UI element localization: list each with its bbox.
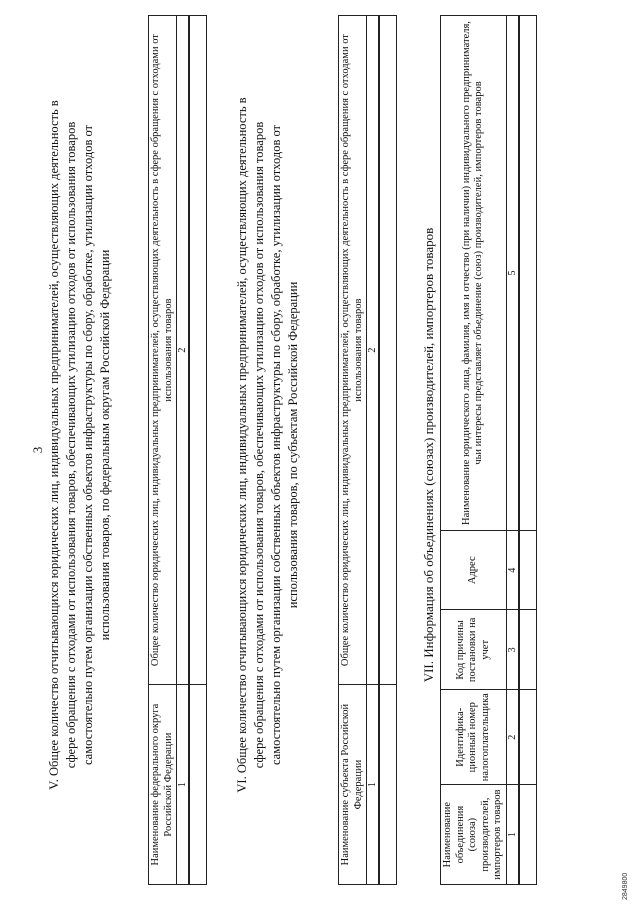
section-5-empty-cell (189, 685, 207, 885)
section-5-table (148, 15, 207, 885)
section-6-colnum-2: 2 (367, 16, 380, 685)
section-7-header-kpp: Код причины постановки на учет (441, 610, 507, 690)
section-7-colnum-4: 4 (506, 531, 519, 610)
section-6-table (338, 15, 397, 885)
section-7-colnum-2: 2 (506, 690, 519, 785)
section-6-empty-cell (379, 16, 397, 685)
section-7-empty-cell (519, 531, 537, 610)
section-6-colnum-1: 1 (367, 685, 380, 885)
section-7-header-inn: Идентифика-ционный номер налогоплательщика (441, 690, 507, 785)
section-6-header-count: Общее количество юридических лиц, индивидуальных предпринимателей, осуществляющих деятельность в сфере обращения с отходами от использования товаров (339, 16, 367, 685)
footer-code: 2849800 (622, 872, 629, 900)
section-6-header-subject: Наименование субъекта Российской Федерации (339, 685, 367, 885)
section-7-empty-cell (519, 610, 537, 690)
section-5-header-count: Общее количество юридических лиц, индивидуальных предпринимателей, осуществляющих деятельность в сфере обращения с отходами от использования товаров (149, 16, 177, 685)
section-7-header-association: Наименование объединения (союза) производителей, импортеров товаров (441, 785, 507, 885)
section-7-colnum-1: 1 (506, 785, 519, 885)
section-7-title: VII. Информация об объединениях (союзах) производителей, импортеров товаров (421, 227, 436, 683)
section-7-colnum-5: 5 (506, 16, 519, 531)
section-5-empty-cell (189, 16, 207, 685)
section-7-header-represented: Наименование юридического лица, фамилия, имя и отчество (при наличии) индивидуального предпринимателя, чьи интересы представляет объединение (союз) производителей, импортеров товаров (441, 16, 507, 531)
section-7-colnum-3: 3 (506, 610, 519, 690)
page-number: 3 (30, 446, 45, 454)
section-7-table (440, 15, 537, 885)
section-5-title: V. Общее количество отчитывающихся юридических лиц, индивидуальных предпринимателей, осуществляющих деятельность в сфере обращения с отходами от использования товаров, обеспечивающих утилизацию отходов от использования товаров самостоятельно путем организации собственных объектов инфраструктуры по сбору, обработке, утилизации отходов от использования товаров, по федеральным округам Российской Федерации (47, 100, 112, 790)
section-6-empty-cell (379, 685, 397, 885)
section-5-colnum-1: 1 (177, 685, 190, 885)
section-5-colnum-2: 2 (177, 16, 190, 685)
section-7-empty-cell (519, 785, 537, 885)
section-7-empty-cell (519, 16, 537, 531)
section-7-empty-cell (519, 690, 537, 785)
section-5-header-district: Наименование федерального округа Российской Федерации (149, 685, 177, 885)
section-7-header-address: Адрес (441, 531, 507, 610)
section-6-title: VI. Общее количество отчитывающихся юридических лиц, индивидуальных предпринимателей, осуществляющих деятельность в сфере обращения с отходами от использования товаров, обеспечивающих утилизацию отходов от использования товаров самостоятельно путем организации собственных объектов инфраструктуры по сбору, обработке, утилизации отходов от использования товаров, по субъектам Российской Федерации (235, 97, 300, 793)
